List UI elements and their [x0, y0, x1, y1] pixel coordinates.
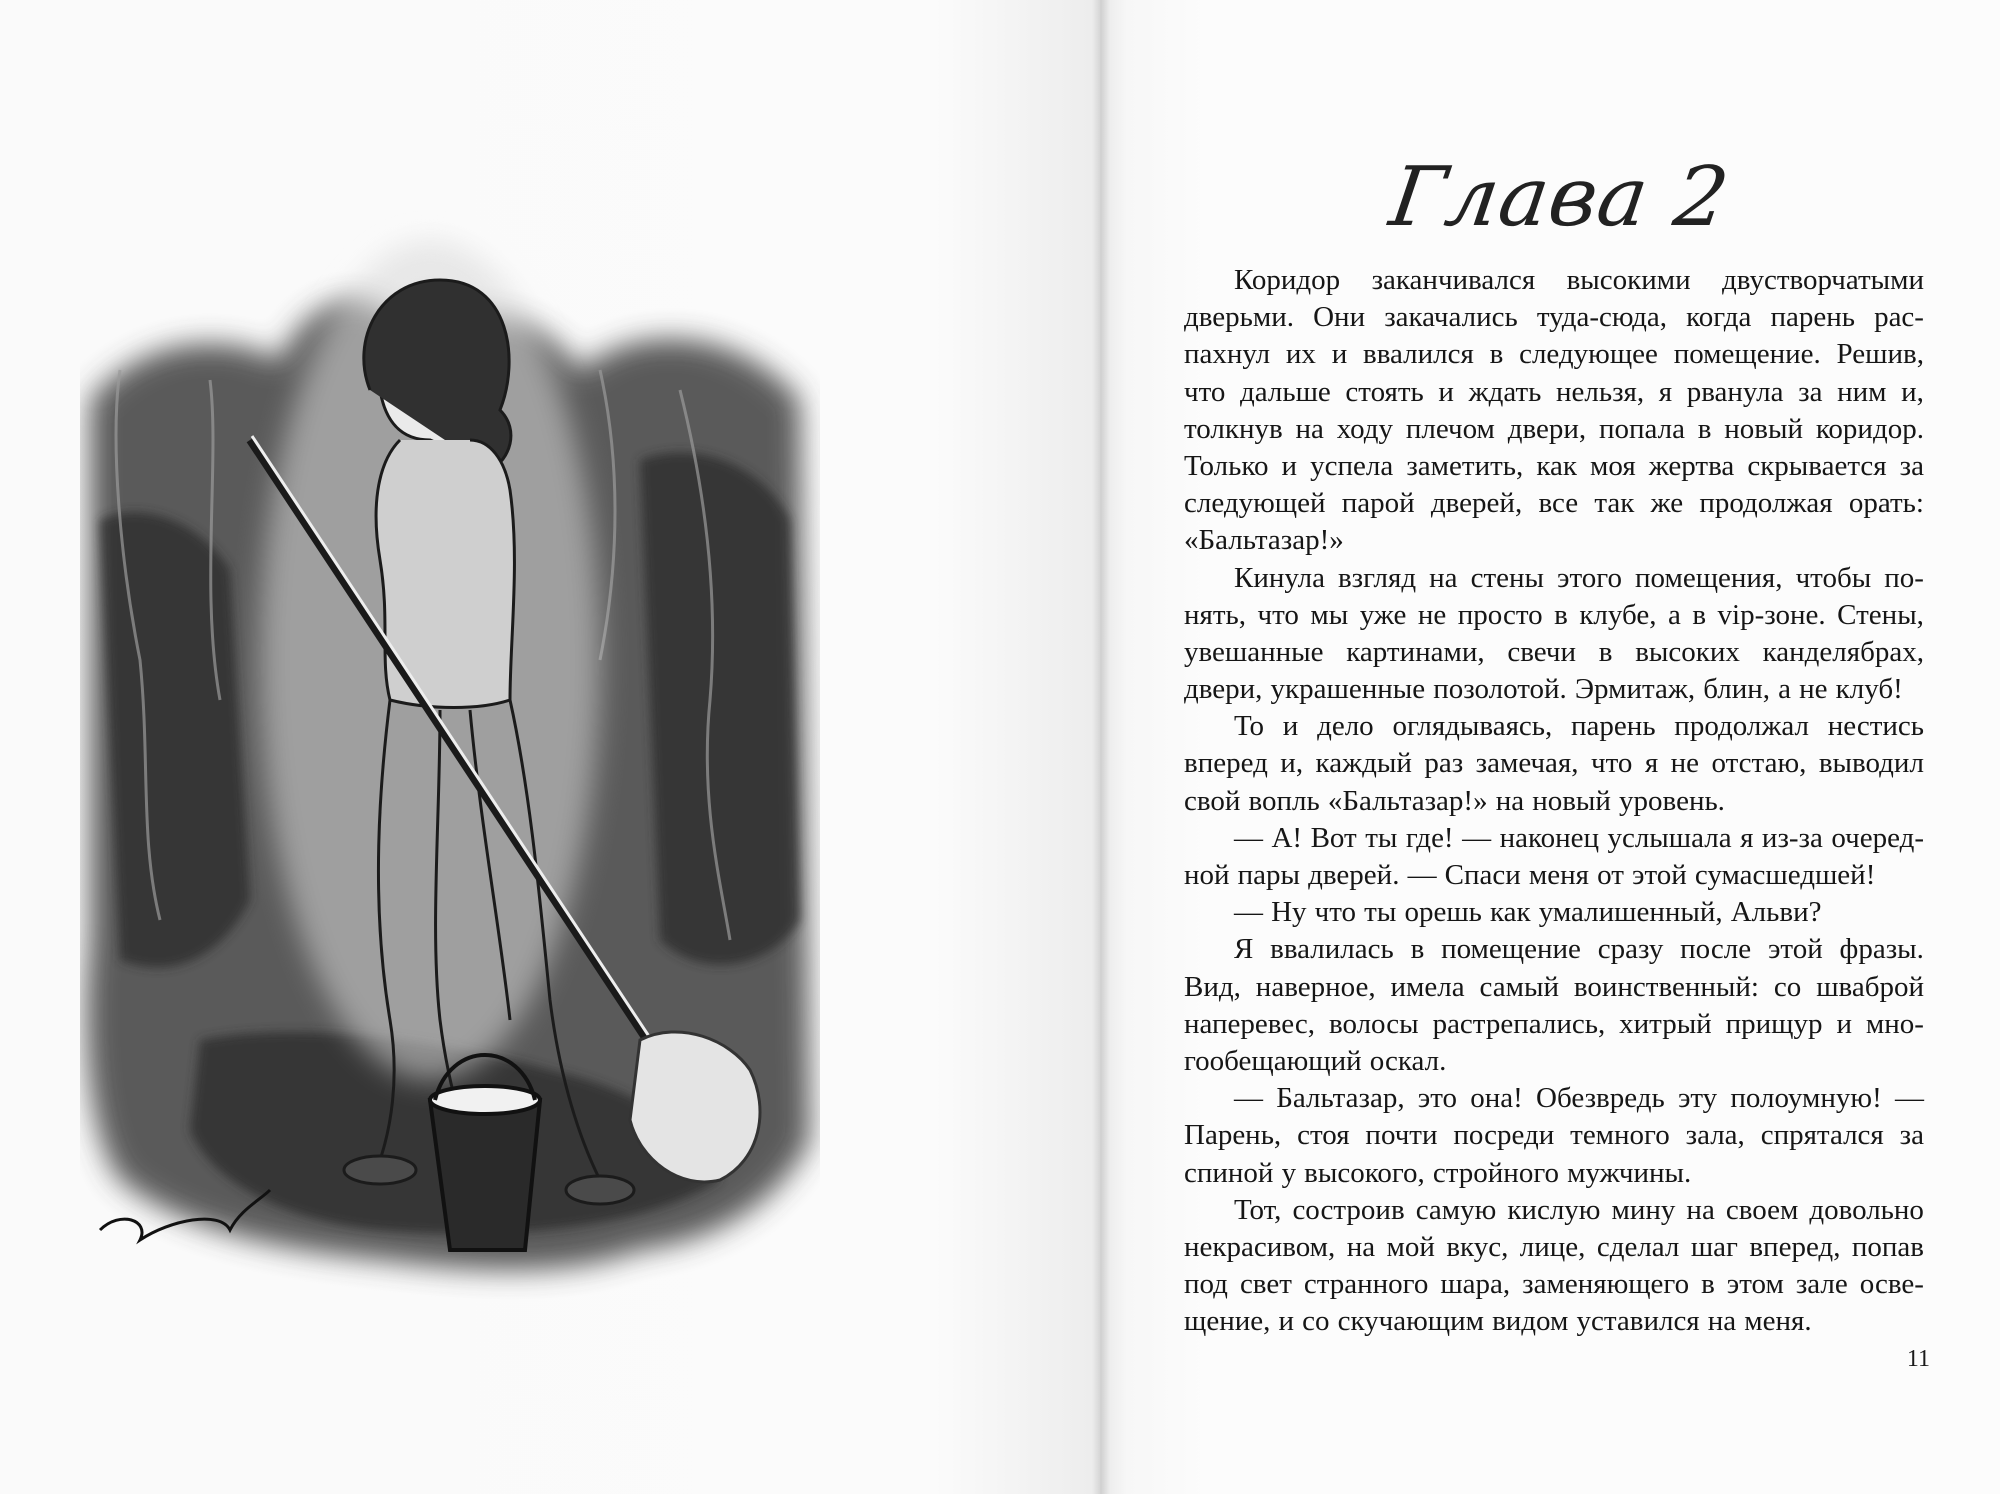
text-line: Тот, состроив самую кислую мину на своем довольно	[1234, 1193, 1924, 1226]
text-line: ной пары дверей. — Спаси меня от этой сумасшедшей!	[1184, 859, 1876, 891]
paragraph	[1184, 262, 1924, 560]
text-line: некрасивом, на мой вкус, лице, сделал шаг вперед, попав	[1184, 1230, 1924, 1263]
text-line: спиной у высокого, стройного мужчины.	[1184, 1156, 1692, 1189]
text-line: — Бальтазар, это она! Обезвредь эту полоумную! —	[1234, 1082, 1924, 1115]
text-line: Только и успела заметить, как моя жертва скрывается за	[1184, 449, 1924, 482]
text-line: Кинула взгляд на стены этого помещения, чтобы по-	[1234, 561, 1924, 594]
chapter-illustration	[80, 140, 820, 1340]
text-line: увешанные картинами, свечи в высоких канделябрах,	[1184, 635, 1924, 668]
text-line: гообещающий оскал.	[1184, 1044, 1447, 1077]
text-line: следующей парой дверей, все так же продолжая орать:	[1184, 487, 1924, 520]
paragraph	[1184, 820, 1924, 894]
text-line: под свет странного шара, заменяющего в этом зале осве-	[1184, 1268, 1924, 1301]
text-line: Коридор заканчивался высокими двустворчатыми	[1234, 264, 1924, 296]
page-number: 11	[1906, 1346, 1930, 1372]
paragraph	[1184, 708, 1924, 820]
text-line: двери, украшенные позолотой. Эрмитаж, блин, а не клуб!	[1184, 673, 1903, 706]
text-line: пахнул их и ввалился в следующее помещение. Решив,	[1184, 338, 1924, 371]
paragraph	[1184, 1192, 1924, 1341]
paragraph	[1184, 560, 1924, 709]
text-line: что дальше стоять и ждать нельзя, я рванула за ним и,	[1184, 375, 1924, 408]
text-line: — А! Вот ты где! — наконец услышала я из-за очеред-	[1234, 821, 1924, 854]
text-line: «Бальтазар!»	[1184, 524, 1344, 557]
chapter-title: Глава 2	[1384, 150, 1735, 245]
text-line: То и дело оглядываясь, парень продолжал нестись	[1234, 710, 1924, 743]
text-line: нять, что мы уже не просто в клубе, а в vip-зоне. Стены,	[1184, 598, 1924, 631]
text-line: дверьми. Они закачались туда-сюда, когда парень рас-	[1184, 301, 1924, 334]
text-line: Я ввалилась в помещение сразу после этой фразы.	[1234, 933, 1924, 966]
text-line: вперед и, каждый раз замечая, что я не отстаю, выводил	[1184, 747, 1924, 780]
paragraph	[1184, 1080, 1924, 1192]
text-line: толкнув на ходу плечом двери, попала в новый коридор.	[1184, 412, 1924, 445]
text-line: — Ну что ты орешь как умалишенный, Альви?	[1234, 896, 1822, 929]
paragraph	[1184, 931, 1924, 1080]
paragraph	[1184, 894, 1924, 931]
text-line: Парень, стоя почти посреди темного зала, спрятался за	[1184, 1119, 1924, 1152]
chapter-text	[1184, 262, 1924, 1340]
text-line: наперевес, волосы растрепались, хитрый прищур и мно-	[1184, 1007, 1924, 1040]
text-line: свой вопль «Бальтазар!» на новый уровень.	[1184, 784, 1725, 817]
book-gutter	[1092, 0, 1110, 1494]
text-line: щение, и со скучающим видом уставился на меня.	[1184, 1305, 1812, 1338]
text-line: Вид, наверное, имела самый воинственный: со шваброй	[1184, 970, 1924, 1003]
